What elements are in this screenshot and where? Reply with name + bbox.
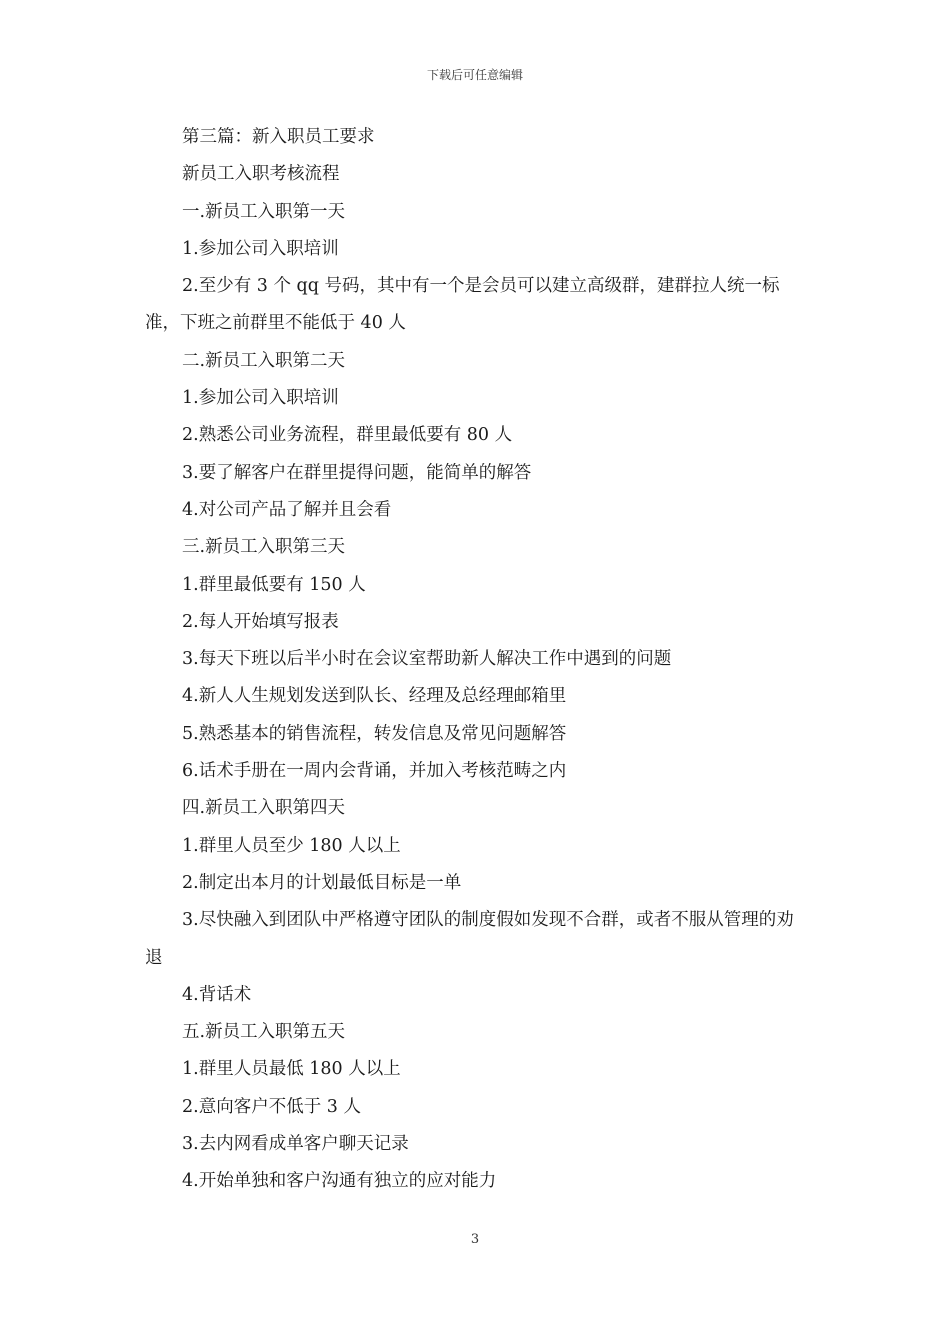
list-item: 3.要了解客户在群里提得问题，能简单的解答 <box>182 462 532 483</box>
list-item: 4.背话术 <box>182 984 252 1005</box>
list-item: 3.每天下班以后半小时在会议室帮助新人解决工作中遇到的问题 <box>182 649 672 670</box>
day-heading: 四.新员工入职第四天 <box>182 798 346 819</box>
list-item: 6.话术手册在一周内会背诵，并加入考核范畴之内 <box>182 761 567 782</box>
list-item: 1.群里最低要有 150 人 <box>182 574 366 595</box>
day-heading: 一.新员工入职第一天 <box>182 201 346 222</box>
list-item: 2.每人开始填写报表 <box>182 611 339 632</box>
list-item: 2.制定出本月的计划最低目标是一单 <box>182 872 462 893</box>
list-item: 1.参加公司入职培训 <box>182 238 339 259</box>
list-item: 2.熟悉公司业务流程，群里最低要有 80 人 <box>182 425 513 446</box>
list-item: 4.新人人生规划发送到队长、经理及总经理邮箱里 <box>182 686 567 707</box>
document-body <box>145 119 810 1201</box>
page-number: 3 <box>470 1232 480 1247</box>
list-item: 1.群里人员至少 180 人以上 <box>182 835 401 856</box>
day-heading: 五.新员工入职第五天 <box>182 1022 346 1043</box>
day-heading: 二.新员工入职第二天 <box>182 350 346 371</box>
list-item: 4.开始单独和客户沟通有独立的应对能力 <box>182 1171 497 1192</box>
list-item: 5.熟悉基本的销售流程，转发信息及常见问题解答 <box>182 723 567 744</box>
list-item: 2.意向客户不低于 3 人 <box>182 1096 361 1117</box>
header-note: 下载后可任意编辑 <box>426 68 523 82</box>
list-item: 1.参加公司入职培训 <box>182 388 339 409</box>
list-item: 4.对公司产品了解并且会看 <box>182 499 392 520</box>
list-item: 3.去内网看成单客户聊天记录 <box>182 1134 409 1155</box>
list-item: 1.群里人员最低 180 人以上 <box>182 1059 401 1080</box>
list-item: 3.尽快融入到团队中严格遵守团队的制度假如发现不合群，或者不服从管理的劝退 <box>145 910 794 968</box>
list-item: 2.至少有 3 个 qq 号码，其中有一个是会员可以建立高级群，建群拉人统一标准，下班之前群里不能低于 40 人 <box>145 276 780 334</box>
doc-title: 第三篇：新入职员工要求 <box>182 127 375 147</box>
section-title: 新员工入职考核流程 <box>182 164 340 185</box>
day-heading: 三.新员工入职第三天 <box>182 537 346 558</box>
